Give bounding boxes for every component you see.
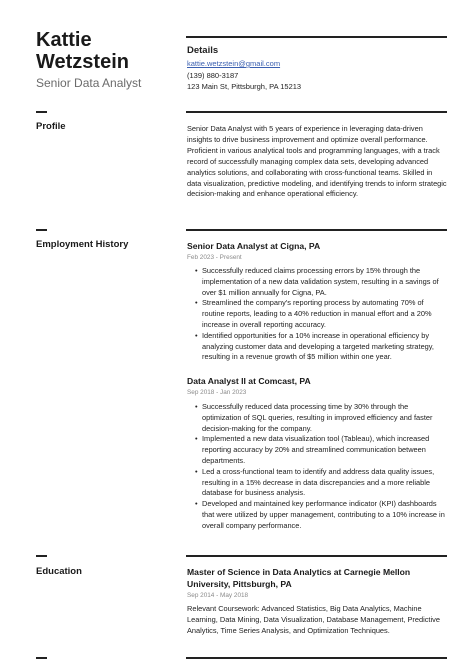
job-bullets-1	[195, 266, 448, 363]
divider-next	[186, 657, 447, 659]
candidate-title: Senior Data Analyst	[36, 76, 142, 90]
list-item	[195, 467, 448, 499]
bullet-dot: •	[195, 402, 198, 411]
employment-heading: Employment History	[36, 239, 129, 250]
email-link[interactable]: kattie.wetzstein@gmail.com	[187, 59, 281, 68]
address: 123 Main St, Pittsburgh, PA 15213	[187, 82, 302, 91]
degree-title: Master of Science in Data Analytics at Carnegie Mellon University, Pittsburgh, PA	[187, 567, 411, 589]
last-name: Wetzstein	[36, 51, 129, 73]
details-heading: Details	[187, 45, 219, 56]
bullet-text: Successfully reduced data processing time by 30% through the optimization of SQL queries, resulting in improved efficiency and faster decision-making for the company.	[202, 402, 433, 433]
divider-profile-left	[36, 111, 47, 113]
job-dates-1: Feb 2023 - Present	[187, 254, 242, 261]
divider-education-left	[36, 555, 47, 557]
education-dates: Sep 2014 - May 2018	[187, 592, 249, 599]
divider-profile	[186, 111, 447, 113]
bullet-text: Streamlined the company's reporting process by automating 70% of routine reports, leading to a 40% reduction in manual effort and a 20% increase in overall reporting accuracy.	[202, 298, 432, 329]
divider-education	[186, 555, 447, 557]
bullet-text: Successfully reduced claims processing errors by 15% through the implementation of a new data validation system, resulting in a savings of over $1 million annually for Cigna, PA.	[202, 266, 439, 297]
profile-heading: Profile	[36, 121, 66, 132]
divider-employment	[186, 229, 447, 231]
bullet-dot: •	[195, 266, 198, 275]
list-item	[195, 298, 448, 330]
divider-next-left	[36, 657, 47, 659]
bullet-dot: •	[195, 434, 198, 444]
list-item	[195, 434, 448, 466]
divider-employment-left	[36, 229, 47, 231]
bullet-dot: •	[195, 298, 198, 308]
list-item	[195, 331, 448, 363]
bullet-text: Developed and maintained key performance indicator (KPI) dashboards that were utilized by upper management, contributing to a 10% increase in overall company performance.	[202, 499, 445, 530]
phone-number: (139) 880-3187	[187, 70, 239, 80]
job-bullets-2	[195, 402, 448, 532]
first-name: Kattie	[36, 29, 92, 51]
list-item	[195, 266, 448, 298]
bullet-dot: •	[195, 499, 198, 509]
education-coursework: Relevant Coursework: Advanced Statistics, Big Data Analytics, Machine Learning, Data Mining, Data Visualization, Database Management, Predictive Analytics, Time Series Analysis, and Optimization Techniques.	[187, 604, 440, 635]
job-dates-2: Sep 2018 - Jan 2023	[187, 389, 247, 396]
divider-details	[186, 36, 447, 38]
list-item	[195, 499, 448, 531]
details-section	[187, 45, 447, 93]
candidate-name	[36, 29, 176, 73]
bullet-text: Led a cross-functional team to identify and address data quality issues, resulting in a 15% decrease in data discrepancies and a more reliable database for business analysis.	[202, 466, 435, 498]
job-title-2: Data Analyst II at Comcast, PA	[187, 376, 311, 386]
bullet-dot: •	[195, 466, 198, 476]
list-item	[195, 402, 448, 434]
education-heading: Education	[36, 566, 82, 577]
bullet-text: Implemented a new data visualization tool (Tableau), which increased reporting accuracy by 20% and streamlined communication between departments.	[202, 434, 430, 465]
job-title-1: Senior Data Analyst at Cigna, PA	[187, 241, 321, 251]
bullet-dot: •	[195, 330, 198, 340]
profile-summary: Senior Data Analyst with 5 years of experience in leveraging data-driven insights to drive business improvement and optimize overall performance. Proficient in various analytical tools and programming languages, with a track record of successfully managing complex data sets, developing advanced analytics solutions, and collaborating with cross-functional teams. Skilled in data visualization, predictive modeling, and identifying trends to inform strategic decision-making and enhance operational efficiency.	[187, 124, 447, 199]
bullet-text: Identified opportunities for a 10% increase in operational efficiency by analyzing customer data and developing a targeted marketing strategy, resulting in a revenue growth of $5 million within one year.	[202, 330, 434, 362]
